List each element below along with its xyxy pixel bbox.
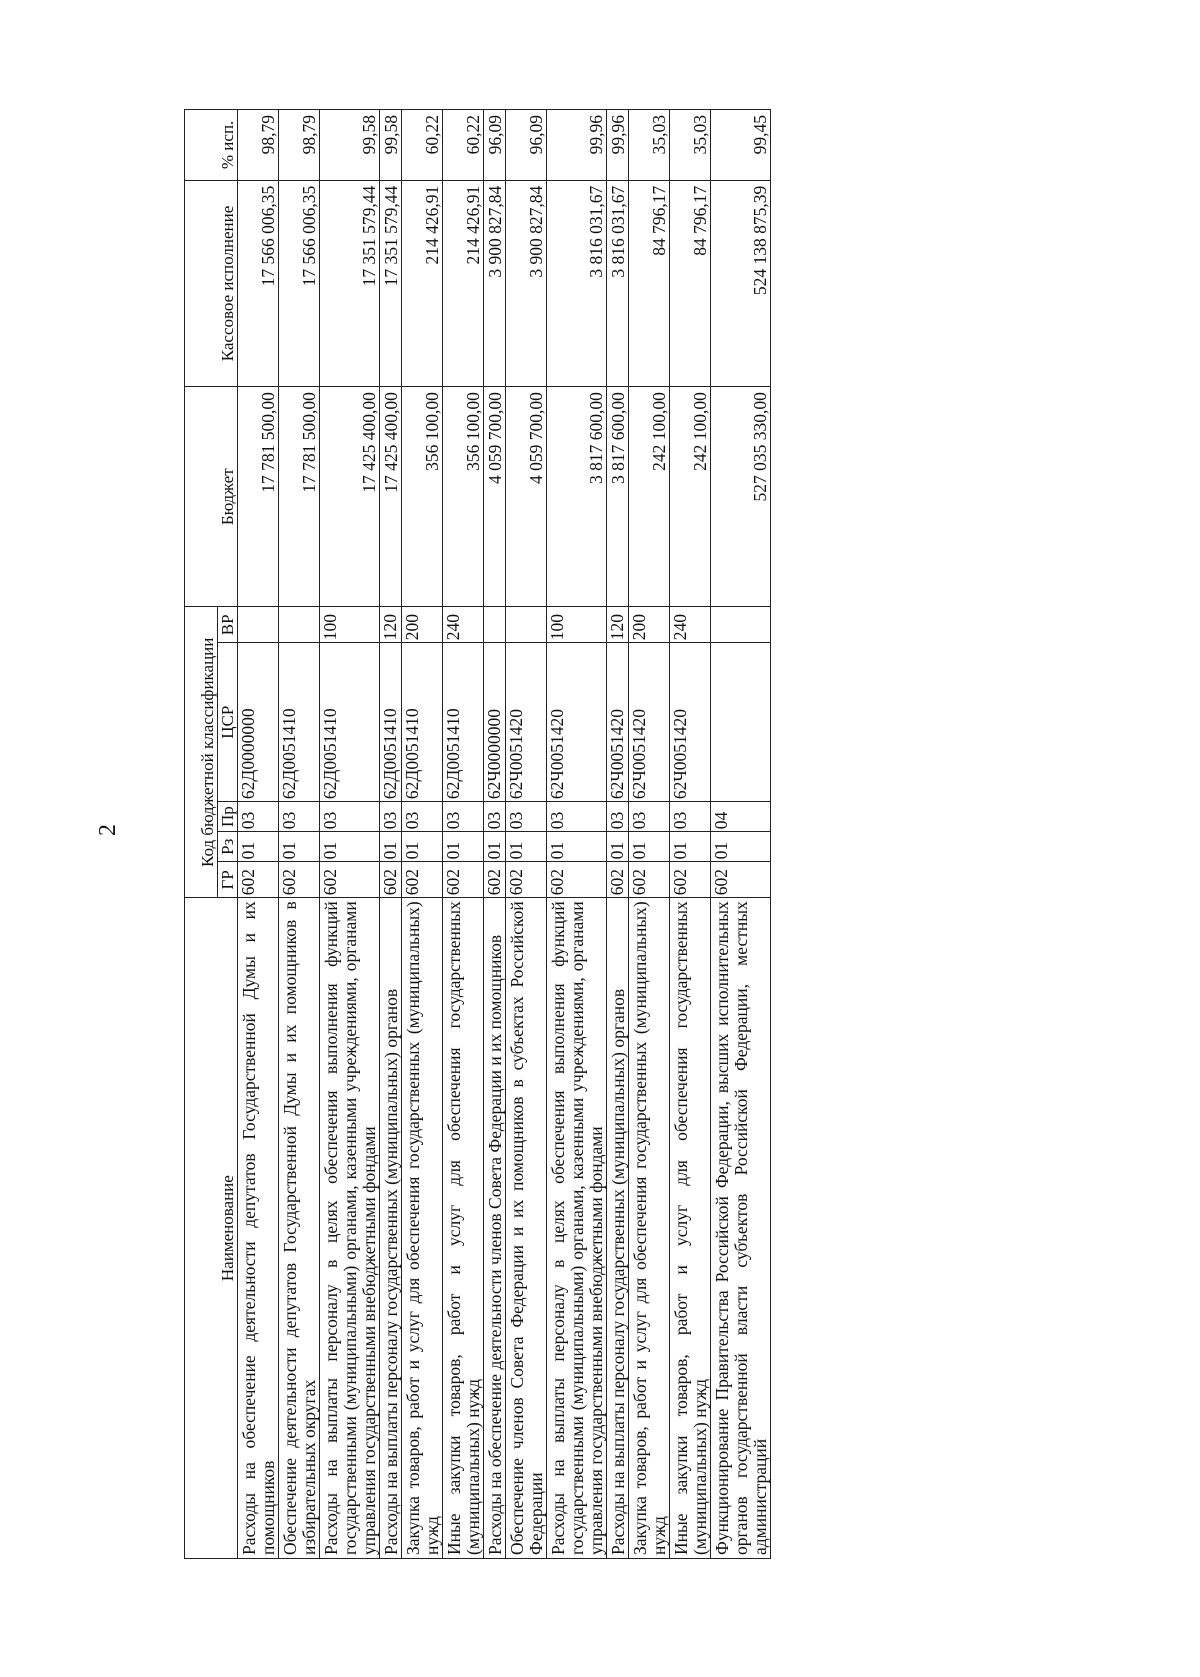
table-row <box>670 110 711 1559</box>
row-cash: 17 566 006,35 <box>238 180 279 386</box>
row-cash: 17 351 579,44 <box>320 180 380 386</box>
row-pr: 04 <box>711 802 771 832</box>
row-name: Расходы на выплаты персоналу государственных (муниципальных) органов <box>607 898 629 1559</box>
row-gr: 602 <box>402 862 443 898</box>
table-row <box>607 110 629 1559</box>
row-name: Расходы на выплаты персоналу государственных (муниципальных) органов <box>380 898 402 1559</box>
row-rz: 01 <box>279 832 320 862</box>
row-vr <box>506 607 547 643</box>
row-pr: 03 <box>238 802 279 832</box>
table-row <box>380 110 402 1559</box>
rotated-table-wrapper <box>184 109 989 1559</box>
row-budget: 17 781 500,00 <box>279 387 320 607</box>
table-row <box>402 110 443 1559</box>
table-row <box>484 110 506 1559</box>
row-budget: 17 425 400,00 <box>380 387 402 607</box>
header-code-group: Код бюджетной классификации <box>185 607 218 898</box>
row-csr: 62Д0051410 <box>380 643 402 802</box>
row-pct: 60,22 <box>443 110 484 181</box>
row-pct: 99,58 <box>320 110 380 181</box>
row-pct: 96,09 <box>484 110 506 181</box>
row-pr: 03 <box>547 802 607 832</box>
table-row <box>279 110 320 1559</box>
row-vr: 240 <box>443 607 484 643</box>
row-budget: 527 035 330,00 <box>711 387 771 607</box>
row-pct: 99,96 <box>607 110 629 181</box>
row-pct: 99,96 <box>547 110 607 181</box>
row-csr: 62Ч0051420 <box>629 643 670 802</box>
row-pr: 03 <box>380 802 402 832</box>
table-row <box>320 110 380 1559</box>
row-name: Иные закупки товаров, работ и услуг для обеспечения государственных (муниципальных) нужд <box>443 898 484 1559</box>
row-rz: 01 <box>711 832 771 862</box>
row-gr: 602 <box>711 862 771 898</box>
row-gr: 602 <box>443 862 484 898</box>
row-pr: 03 <box>484 802 506 832</box>
row-csr: 62Ч0051420 <box>547 643 607 802</box>
row-budget: 4 059 700,00 <box>506 387 547 607</box>
row-budget: 3 817 600,00 <box>547 387 607 607</box>
row-pct: 99,58 <box>380 110 402 181</box>
row-pct: 99,45 <box>711 110 771 181</box>
page-number: 2 <box>95 824 121 836</box>
row-csr: 62Д0051410 <box>402 643 443 802</box>
row-gr: 602 <box>279 862 320 898</box>
row-pr: 03 <box>443 802 484 832</box>
table-row <box>506 110 547 1559</box>
row-rz: 01 <box>380 832 402 862</box>
row-name: Расходы на выплаты персоналу в целях обеспечения выполнения функций государственными (муниципальными) органами, казенными учреждениями, органами управления государственными внебюджетными фондами <box>547 898 607 1559</box>
row-pct: 35,03 <box>670 110 711 181</box>
row-name: Расходы на выплаты персоналу в целях обеспечения выполнения функций государственными (муниципальными) органами, казенными учреждениями, органами управления государственными внебюджетными фондами <box>320 898 380 1559</box>
table-row <box>443 110 484 1559</box>
row-budget: 242 100,00 <box>670 387 711 607</box>
header-cash: Кассовое исполнение <box>185 180 238 386</box>
row-csr: 62Д0051410 <box>443 643 484 802</box>
row-name: Закупка товаров, работ и услуг для обеспечения государственных (муниципальных) нужд <box>629 898 670 1559</box>
budget-execution-table <box>184 109 771 1559</box>
row-vr <box>484 607 506 643</box>
row-rz: 01 <box>443 832 484 862</box>
row-name: Обеспечение членов Совета Федерации и их помощников в субъектах Российской Федерации <box>506 898 547 1559</box>
row-rz: 01 <box>506 832 547 862</box>
row-budget: 3 817 600,00 <box>607 387 629 607</box>
row-name: Обеспечение деятельности депутатов Государственной Думы и их помощников в избирательных округах <box>279 898 320 1559</box>
row-cash: 214 426,91 <box>443 180 484 386</box>
header-budget: Бюджет <box>185 387 238 607</box>
row-cash: 3 816 031,67 <box>607 180 629 386</box>
table-body <box>238 110 771 1559</box>
row-rz: 01 <box>484 832 506 862</box>
row-vr: 100 <box>547 607 607 643</box>
row-vr <box>279 607 320 643</box>
row-cash: 3 900 827,84 <box>484 180 506 386</box>
row-name: Расходы на обеспечение деятельности депутатов Государственной Думы и их помощников <box>238 898 279 1559</box>
row-vr: 200 <box>629 607 670 643</box>
row-csr: 62Ч0000000 <box>484 643 506 802</box>
header-name: Наименование <box>185 898 238 1559</box>
row-pr: 03 <box>506 802 547 832</box>
row-vr: 200 <box>402 607 443 643</box>
row-pct: 60,22 <box>402 110 443 181</box>
row-name: Расходы на обеспечение деятельности членов Совета Федерации и их помощников <box>484 898 506 1559</box>
row-rz: 01 <box>320 832 380 862</box>
row-pr: 03 <box>670 802 711 832</box>
row-vr: 120 <box>607 607 629 643</box>
row-pr: 03 <box>320 802 380 832</box>
row-cash: 84 796,17 <box>629 180 670 386</box>
row-cash: 3 900 827,84 <box>506 180 547 386</box>
row-name: Иные закупки товаров, работ и услуг для обеспечения государственных (муниципальных) нужд <box>670 898 711 1559</box>
row-budget: 4 059 700,00 <box>484 387 506 607</box>
row-gr: 602 <box>320 862 380 898</box>
row-name: Функционирование Правительства Российской Федерации, высших исполнительных органов государственной власти субъектов Российской Федерации, местных администраций <box>711 898 771 1559</box>
row-csr: 62Д0051410 <box>279 643 320 802</box>
row-rz: 01 <box>629 832 670 862</box>
row-csr: 62Ч0051420 <box>506 643 547 802</box>
row-budget: 356 100,00 <box>402 387 443 607</box>
table-row <box>711 110 771 1559</box>
header-rz: Рз <box>218 832 238 862</box>
row-cash: 17 566 006,35 <box>279 180 320 386</box>
row-csr: 62Д0000000 <box>238 643 279 802</box>
row-rz: 01 <box>238 832 279 862</box>
row-budget: 356 100,00 <box>443 387 484 607</box>
row-vr: 240 <box>670 607 711 643</box>
row-pr: 03 <box>629 802 670 832</box>
header-pr: Пр <box>218 802 238 832</box>
row-gr: 602 <box>238 862 279 898</box>
row-pr: 03 <box>607 802 629 832</box>
row-csr <box>711 643 771 802</box>
table-row <box>547 110 607 1559</box>
row-vr <box>238 607 279 643</box>
row-pct: 35,03 <box>629 110 670 181</box>
row-vr: 120 <box>380 607 402 643</box>
row-pr: 03 <box>402 802 443 832</box>
row-pct: 98,79 <box>238 110 279 181</box>
row-pct: 96,09 <box>506 110 547 181</box>
row-rz: 01 <box>607 832 629 862</box>
row-csr: 62Д0051410 <box>320 643 380 802</box>
row-gr: 602 <box>380 862 402 898</box>
row-gr: 602 <box>629 862 670 898</box>
row-pct: 98,79 <box>279 110 320 181</box>
row-gr: 602 <box>484 862 506 898</box>
row-name: Закупка товаров, работ и услуг для обеспечения государственных (муниципальных) нужд <box>402 898 443 1559</box>
header-gr: ГР <box>218 862 238 898</box>
row-gr: 602 <box>607 862 629 898</box>
row-csr: 62Ч0051420 <box>607 643 629 802</box>
row-cash: 84 796,17 <box>670 180 711 386</box>
row-cash: 3 816 031,67 <box>547 180 607 386</box>
header-pct: % исп. <box>185 110 238 181</box>
row-gr: 602 <box>670 862 711 898</box>
row-gr: 602 <box>506 862 547 898</box>
header-vr: ВР <box>218 607 238 643</box>
row-rz: 01 <box>670 832 711 862</box>
header-csr: ЦСР <box>218 643 238 802</box>
row-vr: 100 <box>320 607 380 643</box>
row-budget: 17 425 400,00 <box>320 387 380 607</box>
row-gr: 602 <box>547 862 607 898</box>
table-row <box>238 110 279 1559</box>
row-budget: 17 781 500,00 <box>238 387 279 607</box>
row-csr: 62Ч0051420 <box>670 643 711 802</box>
row-vr <box>711 607 771 643</box>
row-cash: 214 426,91 <box>402 180 443 386</box>
row-cash: 524 138 875,39 <box>711 180 771 386</box>
row-budget: 242 100,00 <box>629 387 670 607</box>
row-cash: 17 351 579,44 <box>380 180 402 386</box>
row-rz: 01 <box>547 832 607 862</box>
row-rz: 01 <box>402 832 443 862</box>
row-pr: 03 <box>279 802 320 832</box>
table-row <box>629 110 670 1559</box>
